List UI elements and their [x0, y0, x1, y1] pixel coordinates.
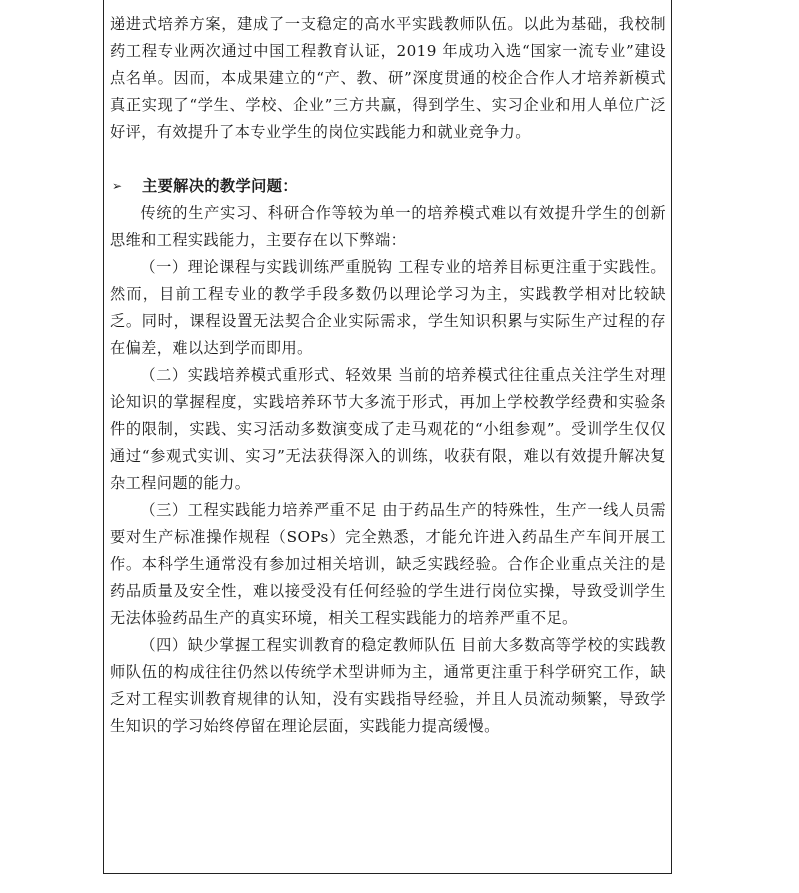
- problem-paragraph-1: （一）理论课程与实践训练严重脱钩 工程专业的培养目标更注重于实践性。然而，目前工程专业的教学手段多数仍以理论学习为主，实践教学相对比较缺乏。同时，课程设置无法契合企业实际需求，学生知识积累与实际生产过程的存在偏差，难以达到学而即用。: [110, 258, 666, 357]
- section-heading: [110, 173, 666, 200]
- problem-intro-paragraph: 传统的生产实习、科研合作等较为单一的培养模式难以有效提升学生的创新思维和工程实践能力，主要存在以下弊端：: [110, 204, 666, 249]
- intro-paragraph: 递进式培养方案，建成了一支稳定的高水平实践教师队伍。以此为基础，我校制药工程专业两次通过中国工程教育认证，2019 年成功入选“国家一流专业”建设点名单。因而，本成果建立的“产、教、研”深度贯通的校企合作人才培养新模式真正实现了“学生、学校、企业”三方共赢，得到学生、实习企业和用人单位广泛好评，有效提升了本专业学生的岗位实践能力和就业竞争力。: [110, 15, 666, 141]
- document-body: [110, 11, 666, 740]
- arrow-bullet-icon: ➢: [112, 179, 123, 193]
- problem-paragraph-2: （二）实践培养模式重形式、轻效果 当前的培养模式往往重点关注学生对理论知识的掌握程度，实践培养环节大多流于形式，再加上学校教学经费和实验条件的限制，实践、实习活动多数演变成了走马观花的“小组参观”。受训学生仅仅通过“参观式实训、实习”无法获得深入的训练，收获有限，难以有效提升解决复杂工程问题的能力。: [110, 366, 666, 492]
- problem-paragraph-3: （三）工程实践能力培养严重不足 由于药品生产的特殊性，生产一线人员需要对生产标准操作规程（SOPs）完全熟悉，才能允许进入药品生产车间开展工作。本科学生通常没有参加过相关培训，缺乏实践经验。合作企业重点关注的是药品质量及安全性，难以接受没有任何经验的学生进行岗位实操，导致受训学生无法体验药品生产的真实环境，相关工程实践能力的培养严重不足。: [110, 501, 666, 627]
- problem-paragraph-4: （四）缺少掌握工程实训教育的稳定教师队伍 目前大多数高等学校的实践教师队伍的构成往往仍然以传统学术型讲师为主，通常更注重于科学研究工作，缺乏对工程实训教育规律的认知，没有实践指导经验，并且人员流动频繁，导致学生知识的学习始终停留在理论层面，实践能力提高缓慢。: [110, 636, 666, 735]
- blank-line: [110, 146, 666, 173]
- section-heading-text: 主要解决的教学问题：: [142, 177, 298, 195]
